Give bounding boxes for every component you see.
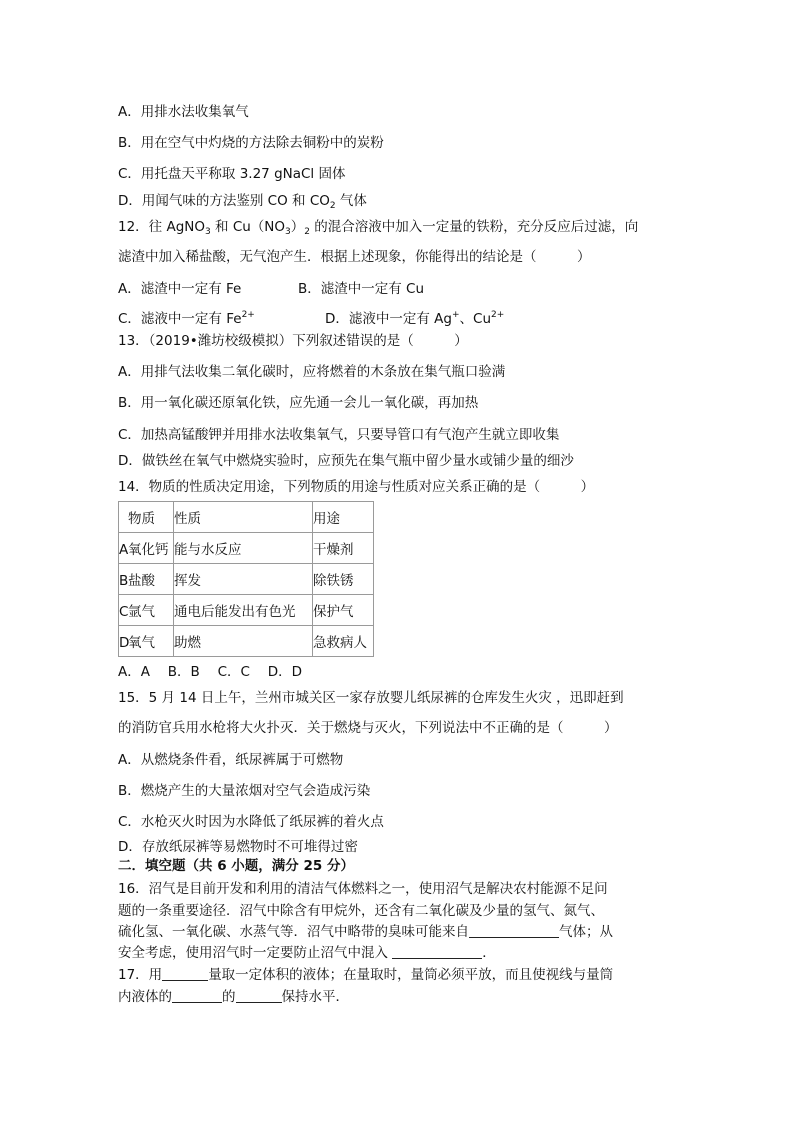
q17-line1-text: 17．用	[118, 967, 163, 983]
substance-text: 氧化钙	[128, 542, 169, 558]
q14-stem: 14．物质的性质决定用途，下列物质的用途与性质对应关系正确的是（ ）	[118, 479, 595, 495]
q16-line3	[118, 923, 613, 941]
q13-option-c: C．加热高锰酸钾并用排水法收集氧气，只要导管口有气泡产生就立即收集	[118, 427, 560, 443]
q12-stem-line1	[118, 218, 638, 241]
q13-option-b: B．用一氧化碳还原氧化铁，应先通一会儿一氧化碳，再加热	[118, 395, 479, 411]
q12-tail: 的混合溶液中加入一定量的铁粉，充分反应后过滤，向	[310, 219, 639, 235]
row-label: A	[119, 542, 129, 558]
cell-property: 助燃	[174, 626, 313, 657]
q15-option-d: D．存放纸尿裤等易燃物时不可堆得过密	[118, 839, 358, 855]
q16-line4-text: 安全考虑，使用沼气时一定要防止沼气中混入	[118, 945, 393, 961]
cell-use: 干燥剂	[313, 533, 374, 564]
q11-option-c: C．用托盘天平称取 3.27 gNaCl 固体	[118, 166, 346, 182]
q12-prefix: 12．往 AgNO	[118, 219, 205, 235]
cell-property: 挥发	[174, 564, 313, 595]
q12-option-a: A．滤渣中一定有 Fe	[118, 281, 242, 297]
q14-table	[118, 501, 374, 657]
cell-substance	[119, 564, 174, 595]
q11-option-d-tail: 气体	[335, 193, 367, 209]
q12-option-d-sup2: 2+	[491, 310, 505, 320]
header-substance-text: 物质	[128, 511, 155, 527]
q11-option-a: A．用排水法收集氧气	[118, 104, 249, 120]
cell-property: 能与水反应	[174, 533, 313, 564]
substance-text: 氩气	[128, 604, 155, 620]
q12-option-d-sup1: +	[452, 310, 460, 320]
answer-blank[interactable]	[172, 988, 222, 1003]
q15-option-c: C．水枪灭火时因为水降低了纸尿裤的着火点	[118, 814, 384, 830]
cell-substance	[119, 533, 174, 564]
q17-line1	[118, 966, 613, 984]
row-label: D	[119, 635, 130, 651]
q16-line3-tail: 气体；从	[559, 924, 613, 940]
q12-option-b: B．滤渣中一定有 Cu	[298, 281, 425, 297]
q12-option-c	[118, 306, 255, 328]
q17-line1-tail: 量取一定体积的液体；在量取时，量筒必须平放，而且使视线与量筒	[208, 967, 614, 983]
table-row	[119, 533, 374, 564]
q12-close: ）	[290, 219, 305, 235]
cell-use: 保护气	[313, 595, 374, 626]
q13-stem: 13．（2019•潍坊校级模拟）下列叙述错误的是（ ）	[118, 333, 468, 349]
q12-sub3: 2	[304, 227, 310, 237]
substance-text: 氧气	[128, 635, 155, 651]
cell-substance	[119, 595, 174, 626]
cell-use: 除铁锈	[313, 564, 374, 595]
q12-option-c-text: C．滤液中一定有 Fe	[118, 311, 242, 327]
row-label: B	[119, 573, 129, 589]
answer-blank[interactable]	[469, 923, 559, 938]
q11-option-d	[118, 192, 367, 215]
q12-mid: 和 Cu（NO	[210, 219, 286, 235]
answer-blank[interactable]	[162, 966, 208, 981]
table-row	[119, 626, 374, 657]
cell-substance	[119, 626, 174, 657]
q12-option-d-mid: 、Cu	[459, 311, 492, 327]
q12-stem-line2: 滤渣中加入稀盐酸，无气泡产生．根据上述现象，你能得出的结论是（ ）	[118, 249, 591, 265]
q12-option-d	[325, 306, 504, 328]
q16-line2: 题的一条重要途径．沼气中除含有甲烷外，还含有二氧化碳及少量的氢气、氮气、	[118, 903, 604, 919]
header-use: 用途	[313, 502, 374, 533]
q11-option-d-sub: 2	[329, 201, 336, 211]
cell-use: 急救病人	[313, 626, 374, 657]
header-property: 性质	[174, 502, 313, 533]
q16-line3-text: 硫化氢、一氧化碳、水蒸气等．沼气中略带的臭味可能来自	[118, 924, 469, 940]
q14-answers: A．A B．B C．C D．D	[118, 664, 303, 680]
q13-option-a: A．用排气法收集二氧化碳时，应将燃着的木条放在集气瓶口验满	[118, 364, 506, 380]
answer-blank[interactable]	[392, 944, 482, 959]
section-heading: 二．填空题（共 6 小题，满分 25 分）	[118, 858, 354, 874]
q15-option-a: A．从燃烧条件看，纸尿裤属于可燃物	[118, 752, 344, 768]
q12-option-d-text: D．滤液中一定有 Ag	[325, 311, 452, 327]
q16-line4-tail: ．	[482, 945, 496, 961]
q17-line2-tail: 保持水平．	[281, 989, 349, 1005]
q12-sub2: 3	[285, 227, 291, 237]
header-substance	[119, 502, 174, 533]
q11-option-d-text: D．用闻气味的方法鉴别 CO 和 CO	[118, 193, 330, 209]
table-row	[119, 564, 374, 595]
q15-stem-line2: 的消防官兵用水枪将大火扑灭．关于燃烧与灭火，下列说法中不正确的是（ ）	[118, 720, 618, 736]
q12-option-c-sup: 2+	[241, 310, 255, 320]
row-label: C	[119, 604, 129, 620]
cell-property: 通电后能发出有色光	[174, 595, 313, 626]
q13-option-d: D．做铁丝在氧气中燃烧实验时，应预先在集气瓶中留少量水或铺少量的细沙	[118, 453, 574, 469]
q17-line2-text: 内液体的	[118, 989, 172, 1005]
q15-stem-line1: 15．5 月 14 日上午，兰州市城关区一家存放婴儿纸尿裤的仓库发生火灾 ，迅即赶到	[118, 690, 624, 706]
q17-line2	[118, 988, 349, 1006]
q16-line1: 16．沼气是目前开发和利用的清洁气体燃料之一，使用沼气是解决农村能源不足问	[118, 881, 608, 897]
q17-line2-mid: 的	[222, 989, 236, 1005]
q15-option-b: B．燃烧产生的大量浓烟对空气会造成污染	[118, 783, 371, 799]
q12-sub1: 3	[205, 227, 211, 237]
answer-blank[interactable]	[236, 988, 282, 1003]
table-row	[119, 595, 374, 626]
substance-text: 盐酸	[128, 573, 155, 589]
q16-line4	[118, 944, 496, 962]
q11-option-b: B．用在空气中灼烧的方法除去铜粉中的炭粉	[118, 135, 384, 151]
q14-table-header	[119, 502, 374, 533]
